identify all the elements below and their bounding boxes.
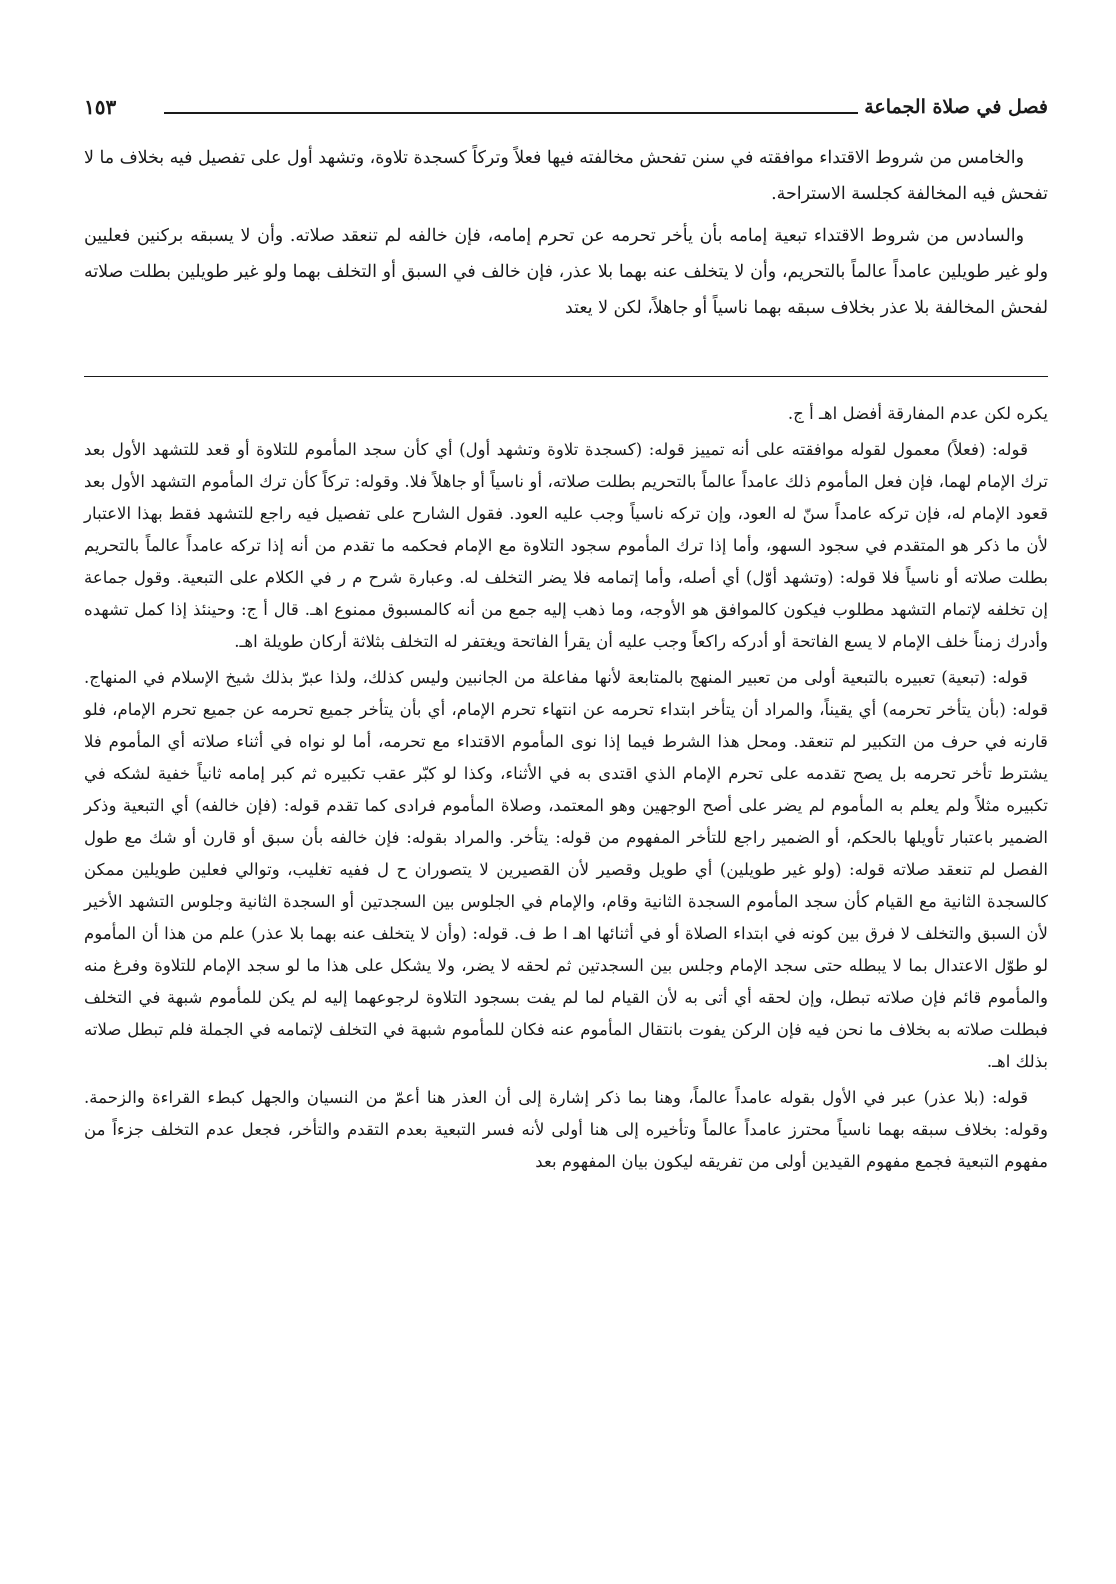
commentary-paragraph: قوله: (فعلاً) معمول لقوله موافقته على أنه تمييز قوله: (كسجدة تلاوة وتشهد أول) أي كأن سجد المأموم للتلاوة أو قعد للتشهد الأول بعد ترك الإمام لهما، فإن فعل المأموم ذلك عامداً عالماً بالتحريم بطلت صلاته، أو ناسياً أو جاهلاً فلا. وقوله: تركاً كأن ترك المأموم التشهد الأول بعد قعود الإمام له، فإن تركه عامداً سنّ له العود، وإن تركه ناسياً وجب عليه العود. فقول الشارح على تفصيل فيه راجع للتشهد فقط بهذا الاعتبار لأن ما ذكر هو المتقدم في سجود السهو، وأما إذا ترك المأموم سجود التلاوة مع الإمام فحكمه ما تقدم من أنه إذا تركه عامداً عالماً بالتحريم بطلت صلاته أو ناسياً فلا قوله: (وتشهد أوّل) أي أصله، وأما إتمامه فلا يضر التخلف له. وعبارة شرح م ر في الكلام على التبعية. وقول جماعة إن تخلفه لإتمام التشهد مطلوب فيكون كالموافق هو الأوجه، وما ذهب إليه جمع من أنه كالمسبوق ممنوع اهـ. قال أ ج: وحينئذ إذا كمل تشهده وأدرك زمناً خلف الإمام لا يسع الفاتحة أو أدركه راكعاً وجب عليه أن يقرأ الفاتحة ويغتفر له التخلف بثلاثة أركان طويلة اهـ.	[84, 440, 1048, 651]
running-header	[84, 92, 1048, 122]
page-number: ١٥٣	[84, 95, 117, 119]
footnote-separator	[84, 376, 1048, 377]
header-rule	[164, 112, 858, 114]
commentary-text	[84, 398, 1048, 1182]
main-paragraph: والخامس من شروط الاقتداء موافقته في سنن تفحش مخالفته فيها فعلاً وتركاً كسجدة تلاوة، وتشهد أول على تفصيل فيه بخلاف ما لا تفحش فيه المخالفة كجلسة الاستراحة.	[84, 148, 1048, 204]
commentary-paragraph: يكره لكن عدم المفارقة أفضل اهـ أ ج.	[787, 404, 1048, 423]
chapter-title: فصل في صلاة الجماعة	[858, 92, 1048, 122]
main-paragraph: والسادس من شروط الاقتداء تبعية إمامه بأن يأخر تحرمه عن تحرم إمامه، فإن خالفه لم تنعقد صلاته. وأن لا يسبقه بركنين فعليين ولو غير طويلين عامداً عالماً بالتحريم، وأن لا يتخلف عنه بهما بلا عذر، فإن خالف في السبق أو التخلف بهما ولو غير طويلين بطلت صلاته لفحش المخالفة بلا عذر بخلاف سبقه بهما ناسياً أو جاهلاً، لكن لا يعتد	[84, 226, 1048, 318]
commentary-paragraph: قوله: (بلا عذر) عبر في الأول بقوله عامداً عالماً، وهنا بما ذكر إشارة إلى أن العذر هنا أعمّ من النسيان والجهل كبطء القراءة والزحمة. وقوله: بخلاف سبقه بهما ناسياً محترز عامداً عالماً وتأخيره إلى هنا أولى لأنه فسر التبعية بعدم التقدم والتأخر، فجعل عدم التخلف جزءاً من مفهوم التبعية فجمع مفهوم القيدين أولى من تفريقه ليكون بيان المفهوم بعد	[84, 1088, 1048, 1171]
commentary-paragraph: قوله: (تبعية) تعبيره بالتبعية أولى من تعبير المنهج بالمتابعة لأنها مفاعلة من الجانبين وليس كذلك، ولذا عبرّ بذلك شيخ الإسلام في المنهاج. قوله: (بأن يتأخر تحرمه) أي يقيناً، والمراد أن يتأخر ابتداء تحرمه عن انتهاء تحرم الإمام، أي بأن يتأخر جميع تحرمه عن جميع تحرم الإمام، فلو قارنه في حرف من التكبير لم تنعقد. ومحل هذا الشرط فيما إذا نوى المأموم الاقتداء مع تحرمه، أما لو نواه في أثناء صلاته أي المأموم فلا يشترط تأخر تحرمه بل يصح تقدمه على تحرم الإمام الذي اقتدى به في الأثناء، وكذا لو كبّر عقب تكبيره ثم كبر إمامه ثانياً خفية لشكه في تكبيره مثلاً ولم يعلم به المأموم لم يضر على أصح الوجهين وهو المعتمد، وصلاة المأموم فرادى كما تقدم قوله: (فإن خالفه) أي التبعية وذكر الضمير باعتبار تأويلها بالحكم، أو الضمير راجع للتأخر المفهوم من قوله: يتأخر. والمراد بقوله: فإن خالفه بأن سبق أو قارن أو شك مع طول الفصل لم تنعقد صلاته قوله: (ولو غير طويلين) أي طويل وقصير لأن القصيرين لا يتصوران ح ل ففيه تغليب، وتوالي فعلين طويلين ممكن كالسجدة الثانية مع القيام كأن سجد المأموم السجدة الثانية وقام، والإمام في الجلوس بين السجدتين أو السجدة الثانية وجلوس التشهد الأخير لأن السبق والتخلف لا فرق بين كونه في ابتداء الصلاة أو في أثنائها اهـ ا ط ف. قوله: (وأن لا يتخلف عنه بهما بلا عذر) علم من هذا أن المأموم لو طوّل الاعتدال بما لا يبطله حتى سجد الإمام وجلس بين السجدتين ثم لحقه لا يضر، ولا يشكل على هذا ما لو سجد الإمام للتلاوة وفرغ منه والمأموم قائم فإن صلاته تبطل، وإن لحقه أي أتى به لأن القيام لما لم يفت بسجود التلاوة لرجوعهما إليه لم يكن للمأموم شبهة في التخلف فبطلت صلاته به بخلاف ما نحن فيه فإن الركن يفوت بانتقال المأموم عنه فكان للمأموم شبهة في التخلف لإتمامه في الجملة فلم تبطل صلاته بذلك اهـ.	[84, 668, 1049, 1071]
main-text	[84, 140, 1048, 332]
